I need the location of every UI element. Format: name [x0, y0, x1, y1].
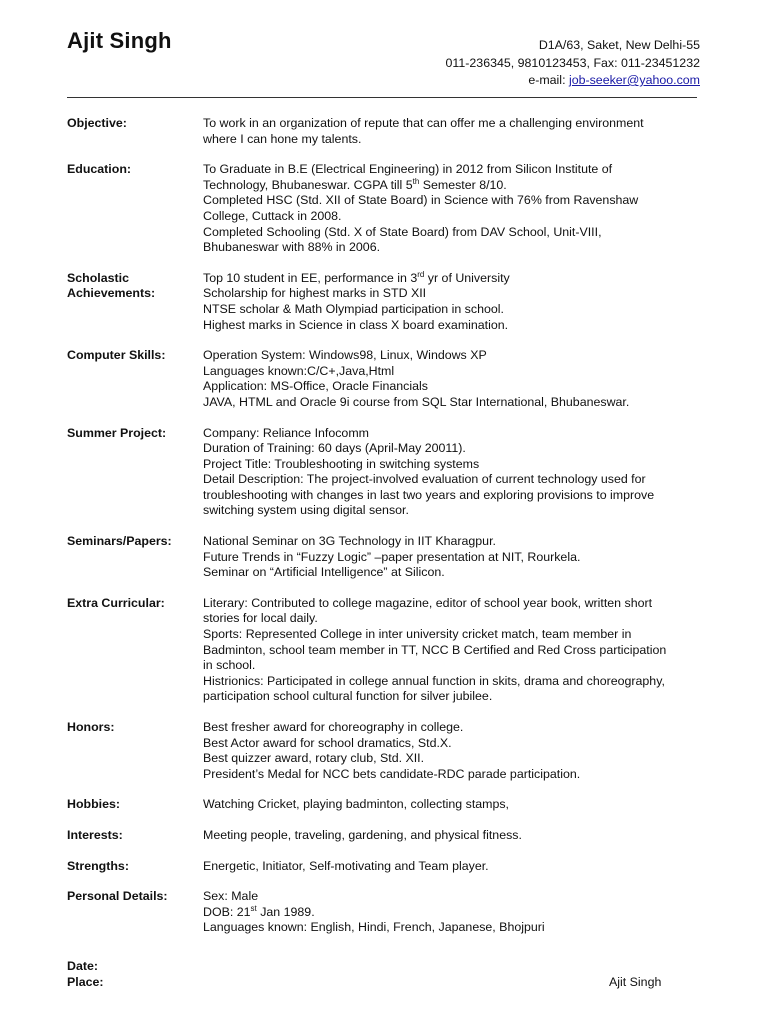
content-line: Project Title: Troubleshooting in switching systems [203, 456, 480, 471]
label-line: Scholastic [67, 270, 129, 285]
content-line [203, 271, 707, 287]
content-line: stories for local daily. [203, 611, 318, 626]
footer-labels [67, 959, 104, 990]
content-line: Languages known:C/C+,Java,Html [203, 363, 395, 378]
place-label: Place: [67, 974, 104, 989]
section-content [203, 828, 707, 844]
content-line: Sports: Represented College in inter university cricket match, team member in [203, 627, 632, 642]
content-line: College, Cuttack in 2008. [203, 208, 342, 223]
date-label: Date: [67, 959, 98, 973]
section-label: Strengths: [67, 858, 129, 873]
section-seminars-papers [67, 534, 707, 581]
content-line [203, 905, 707, 921]
section-scholastic-achievements [67, 271, 707, 333]
content-line: Watching Cricket, playing badminton, collecting stamps, [203, 797, 510, 812]
content-line: Duration of Training: 60 days (April-May 20011). [203, 441, 466, 456]
content-line: Completed HSC (Std. XII of State Board) in Science with 76% from Ravenshaw [203, 193, 639, 208]
section-content [203, 859, 707, 875]
content-line: Languages known: English, Hindi, French, Japanese, Bhojpuri [203, 920, 545, 935]
superscript: st [250, 903, 257, 913]
content-line: Bhubaneswar with 88% in 2006. [203, 240, 381, 255]
section-computer-skills [67, 348, 707, 410]
content-line: Histrionics: Participated in college annual function in skits, drama and choreography, [203, 673, 665, 688]
section-label: Education: [67, 162, 132, 177]
content-line: Badminton, school team member in TT, NCC B Certified and Red Cross participation [203, 642, 667, 657]
content-text: yr of University [424, 270, 510, 285]
content-line: where I can hone my talents. [203, 131, 362, 146]
content-line: Sex: Male [203, 889, 259, 904]
superscript: th [412, 176, 420, 186]
content-line: Company: Reliance Infocomm [203, 425, 369, 440]
section-label: Seminars/Papers: [67, 534, 172, 549]
content-line: National Seminar on 3G Technology in IIT Kharagpur. [203, 534, 496, 549]
section-objective [67, 116, 707, 147]
content-line: To work in an organization of repute that can offer me a challenging environment [203, 116, 644, 130]
section-hobbies [67, 797, 707, 813]
section-label: Computer Skills: [67, 348, 166, 363]
section-content [203, 426, 707, 520]
section-education [67, 162, 707, 256]
superscript: rd [417, 269, 425, 279]
section-interests [67, 828, 707, 844]
content-line: JAVA, HTML and Oracle 9i course from SQL Star International, Bhubaneswar. [203, 394, 630, 409]
section-label: Objective: [67, 116, 127, 130]
content-text: Technology, Bhubaneswar. CGPA till 5 [203, 177, 413, 192]
content-line: switching system using digital sensor. [203, 503, 409, 518]
section-label: Personal Details: [67, 889, 168, 904]
label-line: Achievements: [67, 286, 156, 301]
content-line: participation school cultural function for silver jubilee. [203, 689, 493, 704]
content-text: Top 10 student in EE, performance in 3 [203, 270, 418, 285]
content-line: in school. [203, 658, 256, 673]
section-label: Extra Curricular: [67, 595, 165, 610]
section-honors [67, 720, 707, 782]
section-content [203, 162, 707, 256]
header-divider [67, 97, 697, 98]
phone-numbers: 011-236345, 9810123453, Fax: 011-23451232 [445, 55, 700, 70]
section-content [203, 534, 707, 581]
address: D1A/63, Saket, New Delhi-55 [538, 38, 700, 52]
content-line: Scholarship for highest marks in STD XII [203, 286, 427, 301]
content-line: Future Trends in “Fuzzy Logic” –paper presentation at NIT, Rourkela. [203, 549, 581, 564]
section-content [203, 797, 707, 813]
section-strengths [67, 859, 707, 875]
content-line: Completed Schooling (Std. X of State Board) from DAV School, Unit-VIII, [203, 224, 602, 239]
content-line: Operation System: Windows98, Linux, Windows XP [203, 348, 487, 363]
email-label: e-mail: [528, 73, 569, 87]
section-label [67, 271, 203, 333]
contact-block [446, 37, 700, 90]
content-line: Meeting people, traveling, gardening, and physical fitness. [203, 827, 522, 842]
section-extra-curricular [67, 596, 707, 705]
section-label: Summer Project: [67, 425, 167, 440]
section-content [203, 348, 707, 410]
content-line: President’s Medal for NCC bets candidate-RDC parade participation. [203, 766, 581, 781]
section-content [203, 271, 707, 333]
resume-sections [67, 116, 707, 951]
content-line [203, 178, 707, 194]
candidate-name: Ajit Singh [67, 28, 172, 53]
section-label: Interests: [67, 827, 123, 842]
content-line: Best Actor award for school dramatics, Std.X. [203, 735, 452, 750]
content-line: Energetic, Initiator, Self-motivating and Team player. [203, 858, 489, 873]
section-personal-details [67, 889, 707, 936]
email-link[interactable]: job-seeker@yahoo.com [568, 73, 700, 87]
signature-name: Ajit Singh [609, 975, 662, 989]
content-line: Application: MS-Office, Oracle Financials [203, 379, 428, 394]
section-label: Honors: [67, 720, 115, 734]
section-summer-project [67, 426, 707, 520]
content-line: troubleshooting with changes in last two years and exploring provisions to improve [203, 487, 655, 502]
section-label: Hobbies: [67, 797, 121, 812]
content-text: DOB: 21 [203, 904, 251, 919]
content-line: Highest marks in Science in class X board examination. [203, 317, 509, 332]
section-content [203, 596, 707, 705]
section-content [203, 889, 707, 936]
content-line: To Graduate in B.E (Electrical Engineering) in 2012 from Silicon Institute of [203, 162, 613, 177]
content-text: Jan 1989. [256, 904, 315, 919]
section-content [203, 720, 707, 782]
content-line: Detail Description: The project-involved evaluation of current technology used for [203, 472, 646, 487]
content-line: Best quizzer award, rotary club, Std. XII. [203, 751, 425, 766]
email-line [446, 72, 700, 90]
content-line: Seminar on “Artificial Intelligence” at Silicon. [203, 565, 445, 580]
content-text: Semester 8/10. [419, 177, 507, 192]
section-content [203, 116, 707, 147]
content-line: Best fresher award for choreography in college. [203, 720, 464, 734]
content-line: NTSE scholar & Math Olympiad participation in school. [203, 301, 504, 316]
content-line: Literary: Contributed to college magazine, editor of school year book, written short [203, 595, 653, 610]
